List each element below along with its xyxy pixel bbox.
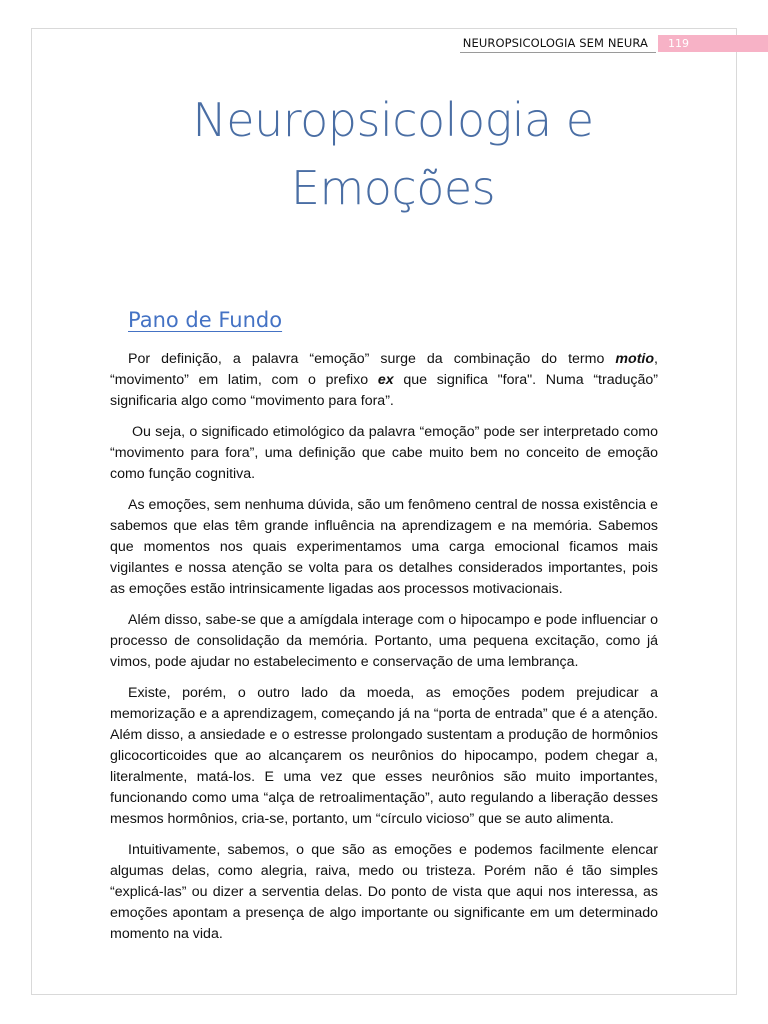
paragraph-1 — [110, 349, 658, 412]
paragraph-1-part-e: que significa "fora". Numa “tradução” significaria algo como “movimento para fora”. — [110, 372, 658, 409]
running-header: NEUROPSICOLOGIA SEM NEURA — [462, 36, 648, 50]
paragraph-6: Intuitivamente, sabemos, o que são as emoções e podemos facilmente elencar algumas delas, como alegria, raiva, medo ou tristeza. Porém não é tão simples “explicá-las” ou dizer a serventia delas. Do ponto de vista que aqui nos interessa, as emoções apontam a presença de algo importante ou significante em um determinado momento na vida. — [110, 842, 658, 942]
term-motio: motio — [615, 351, 655, 367]
page-number: 119 — [658, 35, 768, 52]
term-ex: ex — [377, 372, 394, 388]
section-heading: Pano de Fundo — [128, 308, 283, 332]
paragraph-2: Ou seja, o significado etimológico da palavra “emoção” pode ser interpretado como “movimento para fora”, uma definição que cabe muito bem no conceito de emoção como função cognitiva. — [110, 424, 658, 482]
header-rule — [460, 52, 656, 53]
body-text — [110, 349, 658, 955]
paragraph-4: Além disso, sabe-se que a amígdala interage com o hipocampo e pode influenciar o processo de consolidação da memória. Portanto, uma pequena excitação, como já vimos, pode ajudar no estabelecimento e conservação de uma lembrança. — [110, 612, 658, 670]
chapter-title — [0, 86, 768, 222]
chapter-title-line-2: Emoções — [290, 161, 496, 215]
paragraph-3: As emoções, sem nenhuma dúvida, são um fenômeno central de nossa existência e sabemos que elas têm grande influência na aprendizagem e na memória. Sabemos que momentos nos quais experimentamos uma carga emocional ficamos mais vigilantes e nossa atenção se volta para os detalhes considerados importantes, pois as emoções estão intrinsicamente ligadas aos processos motivacionais. — [110, 497, 658, 597]
paragraph-1-part-a: Por definição, a palavra “emoção” surge da combinação do termo — [128, 351, 616, 367]
chapter-title-line-1: Neuropsicologia e — [192, 93, 594, 147]
paragraph-1-part-c: , “movimento” em latim, com o prefixo — [110, 351, 658, 388]
paragraph-5: Existe, porém, o outro lado da moeda, as emoções podem prejudicar a memorização e a aprendizagem, começando já na “porta de entrada” que é a atenção. Além disso, a ansiedade e o estresse prolongado sustentam a produção de hormônios glicocorticoides que ao alcançarem os neurônios do hipocampo, podem chegar a, literalmente, matá-los. E uma vez que esses neurônios são muito importantes, funcionando como uma “alça de retroalimentação”, auto regulando a liberação desses mesmos hormônios, cria-se, portanto, um “círculo vicioso” que se auto alimenta. — [110, 685, 658, 827]
